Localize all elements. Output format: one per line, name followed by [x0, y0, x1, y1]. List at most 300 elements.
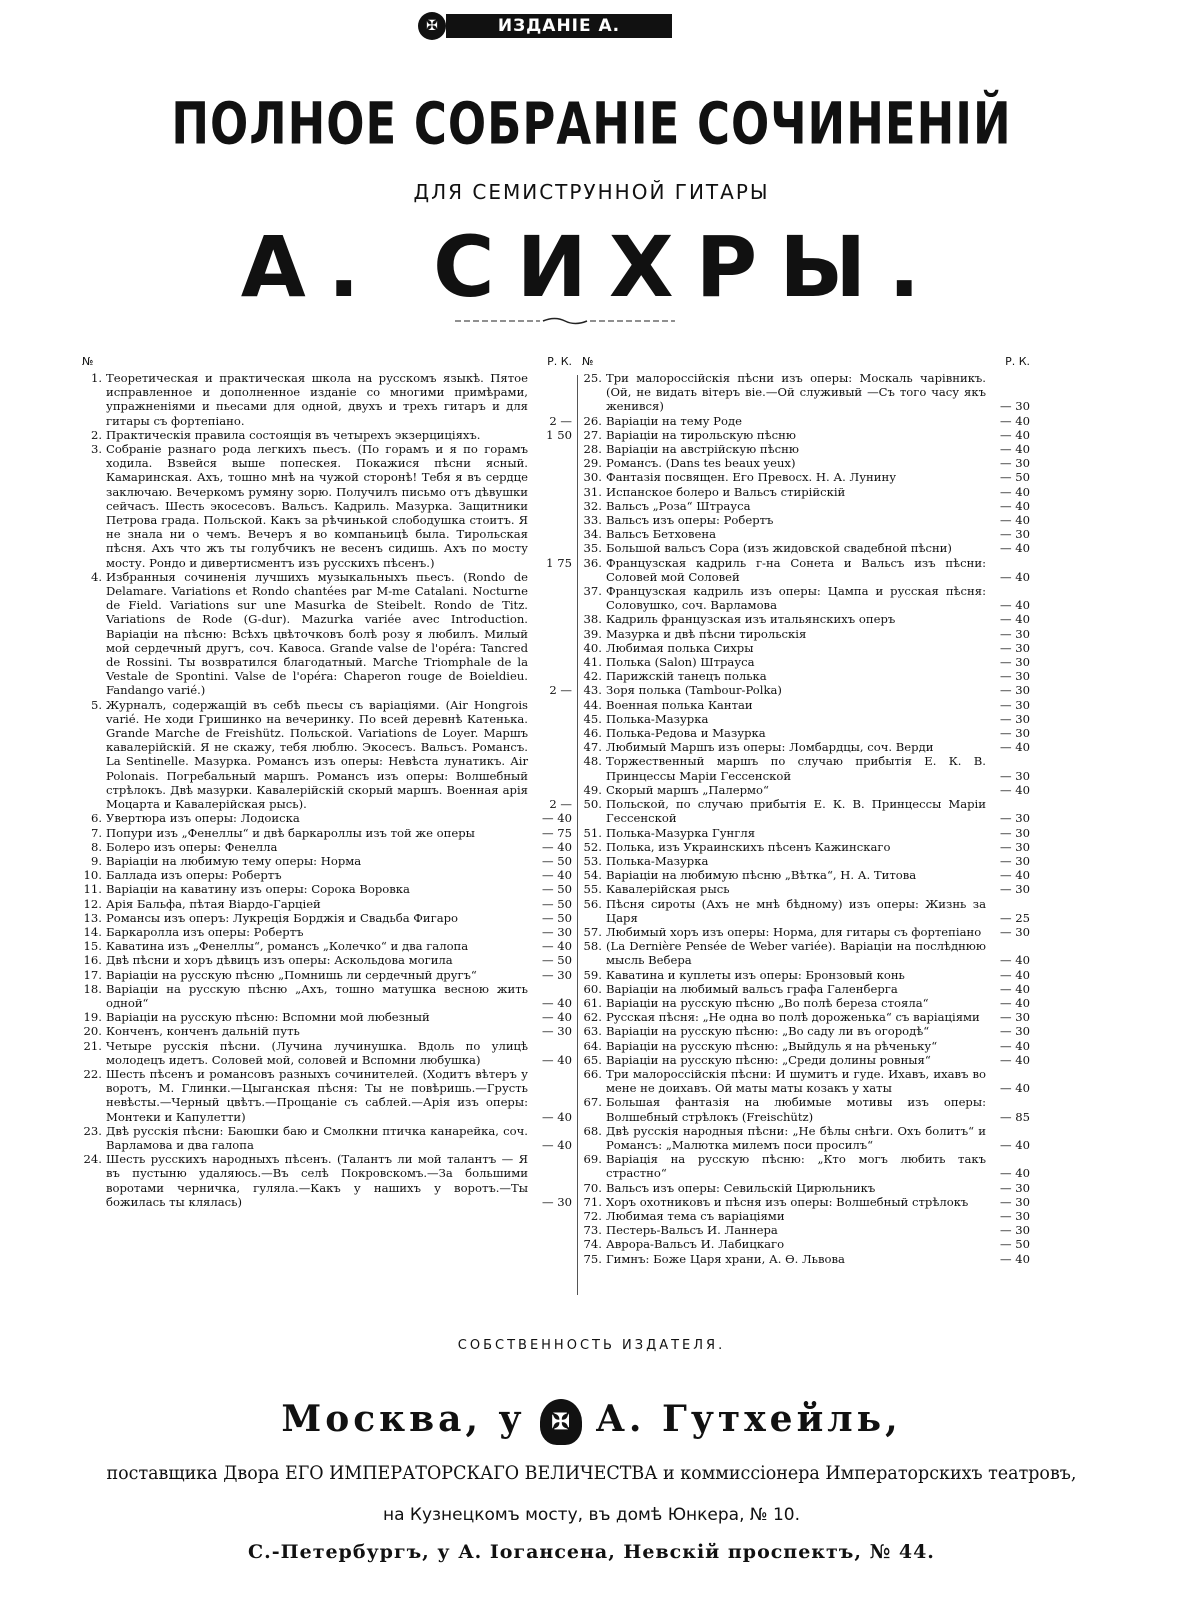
item-price: — 30	[541, 967, 572, 982]
item-number: 69.	[583, 1152, 602, 1167]
supplier-line: поставщика Двора ЕГО ИМПЕРАТОРСКАГО ВЕЛИЧЕСТВА и коммиссіонера Императорскихъ театровъ,	[106, 1462, 1077, 1484]
composer-name: А. СИХРЫ.	[240, 218, 943, 316]
item-price: — 25	[999, 910, 1030, 925]
item-number: 63.	[583, 1024, 602, 1039]
item-title: Варіаціи на русскую пѣсню „Помнишь ли сердечный другъ“	[106, 967, 477, 982]
item-title: Польской, по случаю прибытія Е. К. В. Принцессы Маріи Гессенской	[606, 797, 986, 826]
catalog-item	[82, 428, 572, 442]
catalog-item	[82, 1067, 572, 1124]
catalog-item	[582, 1252, 1030, 1266]
catalog-item	[582, 1039, 1030, 1053]
item-price: — 50	[541, 853, 572, 868]
item-title: Полька-Мазурка	[606, 853, 709, 868]
item-number: 13.	[83, 910, 102, 925]
item-price: — 30	[999, 456, 1030, 471]
catalog-item	[582, 1223, 1030, 1237]
catalog-item	[82, 811, 572, 825]
item-number: 6.	[90, 811, 102, 826]
item-number: 10.	[83, 868, 102, 883]
catalog-item	[582, 840, 1030, 854]
item-number: 5.	[90, 697, 102, 712]
catalog-item	[582, 712, 1030, 726]
catalog-item	[582, 982, 1030, 996]
item-price: 2 —	[549, 683, 572, 698]
item-price: — 40	[999, 1052, 1030, 1067]
item-number: 8.	[90, 839, 102, 854]
item-price: — 30	[999, 527, 1030, 542]
item-number: 65.	[583, 1052, 602, 1067]
item-price: 2 —	[549, 413, 572, 428]
item-number: 58.	[583, 939, 602, 954]
item-title: Каватина и куплеты изъ оперы: Бронзовый конь	[606, 967, 905, 982]
item-number: 27.	[583, 427, 602, 442]
item-price: — 40	[541, 839, 572, 854]
item-number: 51.	[583, 825, 602, 840]
catalog-item	[582, 740, 1030, 754]
item-title: Теоретическая и практическая школа на русскомъ языкѣ. Пятое исправленное и дополненное изданіе со многими примѣрами, упражненіями и пьесами для одной, двухъ и трехъ гитаръ и для гитары съ фортепіано.	[106, 371, 528, 428]
item-title: Любимая полька Сихры	[606, 640, 754, 655]
item-price: 1 50	[546, 427, 572, 442]
item-number: 70.	[583, 1180, 602, 1195]
item-number: 40.	[583, 640, 602, 655]
subtitle: ДЛЯ СЕМИСТРУННОЙ ГИТАРЫ	[413, 180, 770, 204]
catalog-item	[582, 1152, 1030, 1180]
item-price: — 50	[541, 896, 572, 911]
catalog-item	[582, 925, 1030, 939]
item-title: Двѣ русскія пѣсни: Баюшки баю и Смолкни птичка канарейка, соч. Варламова и два галопа	[106, 1123, 528, 1152]
item-title: Вальсъ изъ оперы: Севильскій Цирюльникъ	[606, 1180, 876, 1195]
catalog-item	[582, 1024, 1030, 1038]
catalog-item	[582, 414, 1030, 428]
item-title: Французская кадриль изъ оперы: Цампа и русская пѣсня: Соловушко, соч. Варламова	[606, 584, 986, 613]
item-title: Варіаціи на любимую пѣсню „Вѣтка“, Н. А. Титова	[606, 868, 917, 883]
item-title: Попури изъ „Фенеллы“ и двѣ баркароллы изъ той же оперы	[106, 825, 475, 840]
catalog-item	[582, 1067, 1030, 1095]
item-title: Варіаціи на русскую пѣсню: „Во саду ли въ огородѣ“	[606, 1024, 930, 1039]
city-text: Москва, у	[281, 1398, 526, 1440]
item-title: Кавалерійская рысь	[606, 882, 730, 897]
item-title: Варіаціи на тирольскую пѣсню	[606, 427, 796, 442]
item-number: 42.	[583, 669, 602, 684]
item-number: 26.	[583, 413, 602, 428]
item-number: 30.	[583, 470, 602, 485]
item-number: 64.	[583, 1038, 602, 1053]
item-number: 55.	[583, 882, 602, 897]
catalog-item	[582, 1209, 1030, 1223]
item-number: 68.	[583, 1123, 602, 1138]
catalog-item	[582, 882, 1030, 896]
item-price: — 30	[999, 839, 1030, 854]
item-number: 37.	[583, 584, 602, 599]
column-divider	[577, 375, 578, 1295]
item-number: 28.	[583, 442, 602, 457]
item-price: — 40	[999, 1251, 1030, 1266]
catalog-item	[82, 570, 572, 698]
item-title: Романсъ. (Dans tes beaux yeux)	[606, 456, 796, 471]
item-title: Варіаціи на русскую пѣсню „Во полѣ береза стояла“	[606, 995, 929, 1010]
catalog-item	[582, 470, 1030, 484]
catalog-left-column	[82, 355, 572, 1209]
item-number: 67.	[583, 1095, 602, 1110]
item-number: 50.	[583, 797, 602, 812]
item-number: 52.	[583, 839, 602, 854]
item-price: — 30	[541, 1024, 572, 1039]
item-price: — 40	[541, 1052, 572, 1067]
item-number: 60.	[583, 981, 602, 996]
catalog-item	[82, 953, 572, 967]
item-price: — 75	[541, 825, 572, 840]
item-price: — 30	[999, 1024, 1030, 1039]
catalog-item	[582, 1053, 1030, 1067]
item-number: 14.	[83, 924, 102, 939]
catalog-item	[582, 996, 1030, 1010]
item-title: Хоръ охотниковъ и пѣсня изъ оперы: Волшебный стрѣлокъ	[606, 1194, 969, 1209]
item-title: Каватина изъ „Фенеллы“, романсъ „Колечко“ и два галопа	[106, 939, 469, 954]
item-number: 53.	[583, 853, 602, 868]
catalog-item	[82, 826, 572, 840]
item-number: 57.	[583, 924, 602, 939]
st-petersburg-line: С.-Петербургъ, у А. Іогансена, Невскій проспектъ, № 44.	[248, 1541, 935, 1563]
currency-label: Р. К.	[1005, 355, 1030, 368]
item-number: 59.	[583, 967, 602, 982]
item-title: (La Dernière Pensée de Weber variée). Варіаціи на послѣднюю мысль Вебера	[606, 939, 986, 968]
item-price: — 40	[541, 939, 572, 954]
banner-text: ИЗДАНІЕ А. ГУТХЕЙЛЬ	[446, 14, 672, 38]
catalog-item	[582, 683, 1030, 697]
item-title: Кадриль французская изъ итальянскихъ оперъ	[606, 612, 896, 627]
catalog-item	[582, 669, 1030, 683]
property-notice: СОБСТВЕННОСТЬ ИЗДАТЕЛЯ.	[457, 1338, 726, 1353]
item-title: Собраніе разнаго рода легкихъ пьесъ. (По горамъ и я по горамъ ходила. Взвейся выше попескея. Покажися пѣсни ясный. Камаринская. Ахъ, тошно мнѣ на чужой сторонѣ! Тебя я въ сердце заключаю. Вечеркомъ румяну зорю. Получилъ письмо отъ дѣвушки сейчасъ. Шесть экосесовъ. Вальсъ. Кадриль. Мазурка. Защитники Петрова града. Польской. Какъ за рѣчинькой слободушка стоитъ. Я не знала ни о чемъ. Вечеръ я во компаньицѣ была. Тирольская пѣсня. Ахъ что жъ ты голубчикъ не весенъ сидишь. Ахъ по мосту мосту. Рондо и дивертисментъ изъ русскихъ пѣсенъ.)	[106, 442, 528, 570]
item-price: — 40	[999, 1137, 1030, 1152]
item-title: Вальсъ Бетховена	[606, 527, 717, 542]
catalog-item	[82, 925, 572, 939]
item-number: 7.	[90, 825, 102, 840]
catalog-item	[582, 868, 1030, 882]
item-price: — 30	[999, 626, 1030, 641]
catalog-item	[582, 783, 1030, 797]
item-price: — 40	[541, 1010, 572, 1025]
item-price: — 50	[541, 910, 572, 925]
item-title: Три малороссійскія пѣсни изъ оперы: Москаль чарівникъ. (Ой, не видать вітеръ віе.—Ой служивый —Съ того часу якъ женився)	[606, 371, 986, 414]
column-header	[82, 355, 572, 371]
item-price: 1 75	[546, 555, 572, 570]
catalog-item	[582, 754, 1030, 782]
item-price: — 40	[999, 442, 1030, 457]
item-price: — 50	[541, 882, 572, 897]
item-number: 41.	[583, 655, 602, 670]
catalog-item	[582, 698, 1030, 712]
catalog-item	[82, 1039, 572, 1067]
item-title: Варіаціи на русскую пѣсню: „Выйдуль я на рѣченьку“	[606, 1038, 938, 1053]
item-price: — 30	[999, 669, 1030, 684]
catalog-item	[582, 1181, 1030, 1195]
catalog-item	[582, 556, 1030, 584]
item-title: Большая фантазія на любимые мотивы изъ оперы: Волшебный стрѣлокъ (Freischütz)	[606, 1095, 986, 1124]
item-title: Вальсъ изъ оперы: Робертъ	[606, 513, 774, 528]
eagle-emblem-icon: ✠	[418, 12, 446, 40]
item-number: 9.	[90, 853, 102, 868]
item-price: — 40	[999, 868, 1030, 883]
catalog-item	[582, 826, 1030, 840]
no-label: №	[582, 355, 594, 368]
currency-label: Р. К.	[547, 355, 572, 368]
catalog-item	[582, 968, 1030, 982]
item-price: — 30	[999, 1010, 1030, 1025]
catalog-item	[582, 456, 1030, 470]
item-title: Романсы изъ оперъ: Лукреція Борджія и Свадьба Фигаро	[106, 910, 459, 925]
catalog-item	[82, 968, 572, 982]
item-title: Полька, изъ Украинскихъ пѣсенъ Кажинскаго	[606, 839, 891, 854]
catalog-item	[582, 584, 1030, 612]
item-number: 12.	[83, 896, 102, 911]
item-title: Русская пѣсня: „Не одна во полѣ дороженька“ съ варіаціями	[606, 1010, 980, 1025]
item-title: Полька-Мазурка	[606, 711, 709, 726]
item-title: Варіаціи на русскую пѣсню: Вспомни мой любезный	[106, 1010, 430, 1025]
catalog-item	[82, 1024, 572, 1038]
catalog-item	[582, 371, 1030, 414]
item-number: 25.	[583, 371, 602, 385]
item-number: 17.	[83, 967, 102, 982]
item-title: Журналъ, содержащій въ себѣ пьесы съ варіаціями. (Air Hongrois varié. Не ходи Гришинко на вечеринку. По всей деревнѣ Катенька. Grande Marche de Freishütz. Польской. Variations de Loyer. Маршъ кавалерійскій. Я не скажу, тебя люблю. Экосесъ. Вальсъ. Романсъ. La Sentinelle. Мазурка. Романсъ изъ оперы: Невѣста лунатикъ. Air Polonais. Погребальный маршъ. Романсъ изъ оперы: Волшебный стрѣлокъ. Двѣ мазурки. Кавалерійскій скорый маршъ. Военная арія Моцарта и Кавалерійская рысь).	[106, 697, 528, 812]
publisher-banner	[408, 10, 688, 60]
item-number: 4.	[90, 569, 102, 584]
item-number: 48.	[583, 754, 602, 769]
item-title: Парижскій танецъ полька	[606, 669, 767, 684]
item-number: 22.	[83, 1066, 102, 1081]
item-number: 73.	[583, 1223, 602, 1238]
catalog-item	[582, 655, 1030, 669]
item-price: — 50	[541, 953, 572, 968]
item-number: 31.	[583, 484, 602, 499]
item-number: 24.	[83, 1152, 102, 1167]
item-price: — 30	[999, 726, 1030, 741]
item-price: — 40	[999, 967, 1030, 982]
item-price: — 30	[999, 882, 1030, 897]
catalog-item	[82, 1124, 572, 1152]
item-number: 62.	[583, 1010, 602, 1025]
item-title: Любимый хоръ изъ оперы: Норма, для гитары съ фортепіано	[606, 924, 982, 939]
item-price: 2 —	[549, 797, 572, 812]
item-title: Аврора-Вальсъ И. Лабицкаго	[606, 1237, 785, 1252]
item-number: 19.	[83, 1010, 102, 1025]
item-price: — 40	[999, 598, 1030, 613]
item-number: 38.	[583, 612, 602, 627]
publisher-name: А. Гутхейль,	[595, 1398, 902, 1440]
item-price: — 40	[541, 868, 572, 883]
item-price: — 30	[999, 1223, 1030, 1238]
item-number: 18.	[83, 981, 102, 996]
catalog-item	[582, 442, 1030, 456]
item-number: 36.	[583, 555, 602, 570]
catalog-item	[582, 612, 1030, 626]
catalog-item	[82, 911, 572, 925]
item-title: Варіаціи на любимую тему оперы: Норма	[106, 853, 362, 868]
catalog-item	[582, 1195, 1030, 1209]
item-number: 32.	[583, 498, 602, 513]
address-line: на Кузнецкомъ мосту, въ домѣ Юнкера, № 10.	[382, 1505, 801, 1525]
catalog-item	[582, 854, 1030, 868]
item-number: 3.	[90, 442, 102, 457]
no-label: №	[82, 355, 94, 368]
item-title: Баллада изъ оперы: Робертъ	[106, 868, 282, 883]
item-number: 46.	[583, 726, 602, 741]
item-price: — 30	[541, 1194, 572, 1209]
item-price: — 30	[999, 640, 1030, 655]
ornament-divider	[455, 316, 675, 326]
item-price: — 40	[999, 612, 1030, 627]
item-price: — 40	[999, 427, 1030, 442]
catalog-item	[582, 627, 1030, 641]
item-number: 11.	[83, 882, 102, 897]
item-number: 75.	[583, 1251, 602, 1266]
item-number: 54.	[583, 868, 602, 883]
catalog-item	[582, 1010, 1030, 1024]
catalog-item	[82, 1152, 572, 1209]
item-title: Конченъ, конченъ дальній путь	[106, 1024, 300, 1039]
item-title: Любимая тема съ варіаціями	[606, 1208, 785, 1223]
catalog-item	[582, 499, 1030, 513]
item-title: Баркаролла изъ оперы: Робертъ	[106, 924, 304, 939]
item-number: 43.	[583, 683, 602, 698]
catalog-item	[582, 513, 1030, 527]
catalog-item	[82, 1010, 572, 1024]
item-number: 49.	[583, 782, 602, 797]
item-number: 1.	[90, 371, 102, 385]
item-number: 34.	[583, 527, 602, 542]
item-price: — 30	[999, 655, 1030, 670]
item-title: Варіаціи на русскую пѣсню: „Среди долины ровныя“	[606, 1052, 931, 1067]
item-title: Двѣ русскія народныя пѣсни: „Не бѣлы снѣги. Охъ болитъ“ и Романсъ: „Малютка милемъ поси просилъ“	[606, 1123, 986, 1152]
catalog-item	[582, 726, 1030, 740]
item-title: Пестерь-Вальсъ И. Ланнера	[606, 1223, 778, 1238]
catalog-item	[82, 868, 572, 882]
item-title: Мазурка и двѣ пѣсни тирольскія	[606, 626, 807, 641]
item-title: Арія Бальфа, пѣтая Віардо-Гарціей	[106, 896, 321, 911]
item-title: Варіаціи на австрійскую пѣсню	[606, 442, 799, 457]
item-price: — 30	[999, 399, 1030, 414]
catalog-item	[82, 854, 572, 868]
catalog-item	[582, 541, 1030, 555]
item-number: 21.	[83, 1038, 102, 1053]
item-number: 61.	[583, 995, 602, 1010]
item-price: — 85	[999, 1109, 1030, 1124]
item-title: Военная полька Кантаи	[606, 697, 753, 712]
catalog-item	[582, 428, 1030, 442]
item-title: Варіаціи на тему Роде	[606, 413, 742, 428]
item-number: 45.	[583, 711, 602, 726]
item-number: 2.	[90, 427, 102, 442]
column-header	[582, 355, 1030, 371]
item-price: — 40	[999, 498, 1030, 513]
item-number: 20.	[83, 1024, 102, 1039]
item-title: Болеро изъ оперы: Фенелла	[106, 839, 278, 854]
item-price: — 30	[541, 924, 572, 939]
catalog-item	[82, 442, 572, 570]
item-number: 16.	[83, 953, 102, 968]
item-price: — 40	[541, 995, 572, 1010]
item-title: Большой вальсъ Сора (изъ жидовской свадебной пѣсни)	[606, 541, 952, 556]
item-price: — 40	[999, 484, 1030, 499]
catalog-item	[582, 641, 1030, 655]
catalog-item	[82, 840, 572, 854]
item-title: Четыре русскія пѣсни. (Лучина лучинушка. Вдоль по улицѣ молодецъ идетъ. Соловей мой, соловей и Вспомни любушка)	[106, 1038, 528, 1067]
item-title: Варіація на русскую пѣсню: „Кто могъ любить такъ страстно“	[606, 1152, 986, 1181]
item-price: — 30	[999, 697, 1030, 712]
item-price: — 40	[999, 995, 1030, 1010]
catalog-item	[582, 1095, 1030, 1123]
item-title: Гимнъ: Боже Царя храни, А. Ѳ. Львова	[606, 1251, 845, 1266]
item-title: Фантазія посвящен. Его Превосх. Н. А. Лунину	[606, 470, 897, 485]
item-number: 15.	[83, 939, 102, 954]
item-price: — 40	[999, 569, 1030, 584]
item-price: — 40	[999, 981, 1030, 996]
item-price: — 30	[999, 1194, 1030, 1209]
item-number: 72.	[583, 1208, 602, 1223]
page-title: ПОЛНОЕ СОБРАНІЕ СОЧИНЕНІЙ	[171, 90, 1012, 158]
item-title: Варіаціи на любимый вальсъ графа Галенберга	[606, 981, 898, 996]
item-price: — 50	[999, 1237, 1030, 1252]
item-title: Полька-Редова и Мазурка	[606, 726, 766, 741]
catalog-item	[82, 371, 572, 428]
item-number: 35.	[583, 541, 602, 556]
item-title: Шесть пѣсенъ и романсовъ разныхъ сочинителей. (Ходитъ вѣтеръ у воротъ, М. Глинки.—Цыганская пѣсня: Ты не повѣришь.—Грусть невѣсты.—Черный цвѣтъ.—Прощаніе съ саблей.—Арія изъ оперы: Монтеки и Капулетти)	[106, 1066, 528, 1124]
item-number: 29.	[583, 456, 602, 471]
item-title: Торжественный маршъ по случаю прибытія Е. К. В. Принцессы Маріи Гессенской	[606, 754, 986, 783]
item-price: — 40	[999, 1166, 1030, 1181]
item-price: — 40	[999, 740, 1030, 755]
item-price: — 40	[999, 541, 1030, 556]
item-price: — 40	[999, 1038, 1030, 1053]
item-price: — 30	[999, 683, 1030, 698]
item-number: 66.	[583, 1066, 602, 1081]
item-price: — 30	[999, 924, 1030, 939]
catalog-item	[82, 939, 572, 953]
item-title: Три малороссійскія пѣсни: И шумитъ и гуде. Ихавъ, ихавъ во мене не доихавъ. Ой маты маты козакъ у хаты	[606, 1066, 986, 1096]
catalog-item	[582, 527, 1030, 541]
catalog-right-column	[582, 355, 1030, 1266]
catalog-item	[82, 882, 572, 896]
item-price: — 30	[999, 1180, 1030, 1195]
item-title: Пѣсня сироты (Ахъ не мнѣ бѣдному) изъ оперы: Жизнь за Царя	[606, 896, 986, 925]
item-title: Любимый Маршъ изъ оперы: Ломбардцы, соч. Верди	[606, 740, 934, 755]
item-number: 23.	[83, 1123, 102, 1138]
item-price: — 40	[999, 953, 1030, 968]
catalog-item	[582, 797, 1030, 825]
catalog-item	[582, 897, 1030, 925]
item-number: 39.	[583, 626, 602, 641]
catalog-item	[82, 897, 572, 911]
item-number: 33.	[583, 513, 602, 528]
item-number: 47.	[583, 740, 602, 755]
item-number: 71.	[583, 1194, 602, 1209]
item-title: Скорый маршъ „Палермо“	[606, 782, 769, 797]
item-title: Зоря полька (Tambour-Polka)	[606, 683, 782, 698]
item-price: — 40	[999, 513, 1030, 528]
item-number: 44.	[583, 697, 602, 712]
catalog-item	[82, 698, 572, 812]
item-title: Практическія правила состоящія въ четырехъ экзерциціяхъ.	[106, 427, 481, 442]
item-number: 74.	[583, 1237, 602, 1252]
imprint-line	[0, 1398, 1183, 1445]
item-title: Полька (Salon) Штрауса	[606, 655, 755, 670]
catalog-item	[82, 982, 572, 1010]
catalog-item	[582, 1237, 1030, 1251]
catalog-item	[582, 939, 1030, 967]
catalog-item	[582, 1124, 1030, 1152]
item-price: — 40	[541, 1109, 572, 1124]
item-price: — 40	[999, 1081, 1030, 1096]
